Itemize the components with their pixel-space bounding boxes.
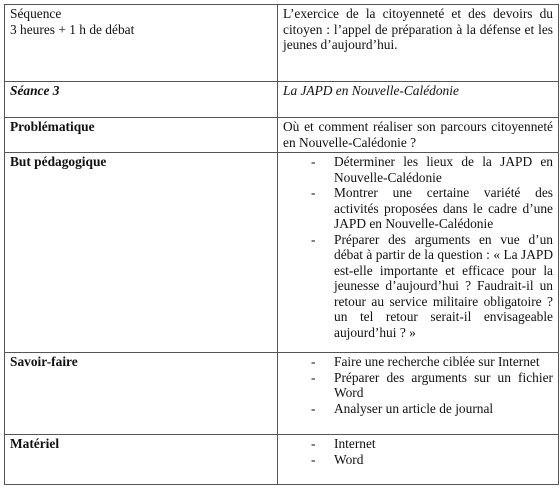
sequence-duration: 3 heures + 1 h de débat: [10, 21, 135, 37]
materiel-cell: [278, 435, 559, 485]
row-sequence: [5, 5, 559, 82]
seance-title: La JAPD en Nouvelle-Calédonie: [278, 82, 559, 118]
list-item: - Déterminer les lieux de la JAPD en Nouvelle-Calédonie: [311, 154, 553, 185]
list-item: - Montrer une certaine variété des activités proposées dans le cadre d’une JAPD en Nouvelle-Calédonie: [311, 185, 553, 232]
but-pedagogique-list: [283, 154, 553, 340]
row-savoir-faire: [5, 353, 559, 435]
row-but-pedagogique: [5, 153, 559, 353]
problematique-label: Problématique: [5, 118, 278, 153]
savoir-faire-cell: [278, 353, 559, 435]
seance-label: Séance 3: [5, 82, 278, 118]
list-item: - Internet: [311, 436, 553, 452]
row-seance: [5, 82, 559, 118]
lesson-plan-table: [4, 4, 559, 485]
list-item: - Faire une recherche ciblée sur Internet: [311, 354, 553, 370]
list-item: - Analyser un article de journal: [311, 401, 553, 417]
list-item: - Préparer des arguments sur un fichier Word: [311, 370, 553, 401]
row-materiel: [5, 435, 559, 485]
sequence-title: L’exercice de la citoyenneté et des devoirs du citoyen : l’appel de préparation à la défense et les jeunes d’aujourd’hui.: [278, 5, 559, 82]
problematique-text: Où et comment réaliser son parcours citoyenneté en Nouvelle-Calédonie ?: [278, 118, 559, 153]
list-item: - Préparer des arguments en vue d’un débat à partir de la question : « La JAPD est-elle importante et efficace pour la jeunesse d’aujourd’hui ? Faudrait-il un retour au service militaire obligatoire ? un tel retour serait-il envisageable aujourd’hui ? »: [311, 232, 553, 341]
row-problematique: [5, 118, 559, 153]
list-item: - Word: [311, 452, 553, 468]
savoir-faire-label: Savoir-faire: [5, 353, 278, 435]
sequence-label-cell: [5, 5, 278, 82]
materiel-list: [283, 436, 553, 467]
but-pedagogique-cell: [278, 153, 559, 353]
materiel-label: Matériel: [5, 435, 278, 485]
sequence-label: Séquence: [10, 6, 62, 21]
but-pedagogique-label: But pédagogique: [5, 153, 278, 353]
savoir-faire-list: [283, 354, 553, 416]
